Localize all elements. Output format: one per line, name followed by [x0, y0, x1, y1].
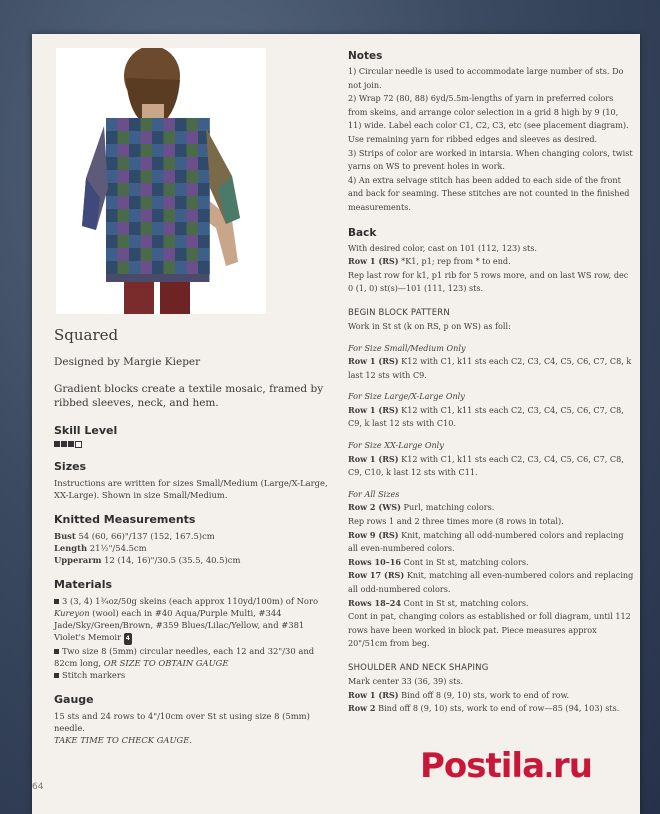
sweater-block	[106, 261, 118, 274]
sweater-block	[164, 222, 176, 235]
sweater-block	[106, 196, 118, 209]
sweater-block	[106, 144, 118, 157]
block-intro: Work in St st (k on RS, p on WS) as foll:	[348, 320, 511, 331]
back-rib: Rep last row for k1, p1 rib for 5 rows more, and on last WS row, dec 0 (1, 0) st(s)—101 (111, 123) sts.	[348, 269, 629, 294]
sweater-block	[175, 196, 187, 209]
skill-box-filled	[61, 441, 67, 447]
sweater-block	[129, 118, 141, 131]
pattern-description: Gradient blocks create a textile mosaic, framed by ribbed sleeves, neck, and hem.	[54, 383, 324, 409]
sweater-block	[175, 248, 187, 261]
sweater-block	[141, 222, 153, 235]
sweater-block	[198, 157, 210, 170]
row-2-rep: Rep rows 1 and 2 three times more (8 rows in total).	[348, 516, 564, 527]
sweater-block	[141, 131, 153, 144]
sweater-block	[164, 118, 176, 131]
sweater-block	[164, 248, 176, 261]
right-column	[348, 50, 634, 716]
skill-heading: Skill Level	[54, 424, 118, 437]
sweater-block	[141, 209, 153, 222]
bullet-icon	[54, 599, 59, 604]
skill-box-filled	[54, 441, 60, 447]
page-number: 64	[32, 782, 44, 792]
sweater-block	[175, 118, 187, 131]
sweater-block	[129, 209, 141, 222]
sweater-block	[129, 235, 141, 248]
sweater-block	[129, 222, 141, 235]
sweater-hem-rib	[106, 274, 210, 282]
sweater-block	[187, 144, 199, 157]
sweater-block	[106, 209, 118, 222]
sweater-block	[141, 183, 153, 196]
all-sizes-title: For All Sizes	[348, 488, 400, 499]
material-markers: Stitch markers	[54, 669, 336, 681]
sweater-block	[118, 131, 130, 144]
sweater-block	[175, 157, 187, 170]
sweater-block	[129, 157, 141, 170]
sweater-block	[118, 261, 130, 274]
sweater-block	[129, 170, 141, 183]
size-lxl-title: For Size Large/X-Large Only	[348, 391, 465, 402]
sweater-block	[118, 209, 130, 222]
sweater-block	[187, 261, 199, 274]
sweater-block	[187, 170, 199, 183]
sweater-block	[152, 131, 164, 144]
sweater-block	[118, 222, 130, 235]
sweater-block	[152, 170, 164, 183]
note-3: 3) Strips of color are worked in intarsia. When changing colors, twist yarns on WS to prevent holes in work.	[348, 147, 633, 172]
skill-section	[54, 424, 336, 448]
size-xxl-title: For Size XX-Large Only	[348, 440, 444, 451]
sweater-illustration	[56, 48, 266, 314]
sweater-block	[164, 209, 176, 222]
sweater-block	[141, 144, 153, 157]
shoulder-mark: Mark center 33 (36, 39) sts.	[348, 675, 464, 686]
sweater-block	[187, 222, 199, 235]
back-cast-on: With desired color, cast on 101 (112, 123) sts.	[348, 242, 538, 253]
sweater-block	[187, 131, 199, 144]
sizes-section	[54, 460, 336, 501]
sweater-block	[118, 118, 130, 131]
sweater-block	[164, 261, 176, 274]
sweater-block	[198, 235, 210, 248]
shoulder-heading: SHOULDER AND NECK SHAPING	[348, 662, 489, 673]
row-2: Row 2 (WS) Purl, matching colors.	[348, 502, 495, 513]
note-2: 2) Wrap 72 (80, 88) 6yd/5.5m-lengths of yarn in preferred colors from skeins, and arrange color selection in a grid 8 high by 9 (10, 11) wide. Label each color C1, C2, C3, etc (see placement diagram). Use remaining yarn for ribbed edges and sleeves as desired.	[348, 93, 629, 144]
sweater-block	[129, 183, 141, 196]
sweater-block	[175, 144, 187, 157]
sweater-block	[129, 131, 141, 144]
sweater-block	[118, 170, 130, 183]
sweater-block	[164, 131, 176, 144]
skill-box-filled	[68, 441, 74, 447]
sweater-block	[129, 196, 141, 209]
bullet-icon	[54, 673, 59, 678]
sweater-block	[118, 248, 130, 261]
sweater-block	[152, 118, 164, 131]
sweater-block	[175, 183, 187, 196]
sweater-block	[198, 248, 210, 261]
back-heading: Back	[348, 226, 377, 239]
rows-10-16: Rows 10–16 Cont in St st, matching colors.	[348, 556, 529, 567]
sweater-block	[187, 235, 199, 248]
sweater-block	[152, 209, 164, 222]
gauge-section	[54, 693, 336, 746]
sweater-block	[164, 235, 176, 248]
sweater-block	[141, 157, 153, 170]
gauge-text: 15 sts and 24 rows to 4"/10cm over St st using size 8 (5mm) needle.	[54, 711, 310, 733]
sweater-block	[187, 157, 199, 170]
sweater-block	[118, 196, 130, 209]
measurements-heading: Knitted Measurements	[54, 513, 196, 526]
left-column	[54, 326, 336, 758]
sweater-block	[198, 118, 210, 131]
sweater-block	[152, 235, 164, 248]
sweater-block	[106, 157, 118, 170]
shoulder-row-1: Row 1 (RS) Bind off 8 (9, 10) sts, work to end of row.	[348, 689, 570, 700]
sizes-heading: Sizes	[54, 460, 87, 473]
sweater-block	[175, 170, 187, 183]
sweater-block	[198, 196, 210, 209]
materials-heading: Materials	[54, 578, 113, 591]
designer-credit: Designed by Margie Kieper	[54, 356, 201, 368]
upperarm-line: Upperarm 12 (14, 16)"/30.5 (35.5, 40.5)cm	[54, 555, 241, 565]
sweater-photo	[56, 48, 266, 314]
pattern-title: Squared	[54, 326, 119, 344]
sweater-block	[118, 144, 130, 157]
note-4: 4) An extra selvage stitch has been added to each side of the front and back for seaming. These stitches are not counted in the finished measurements.	[348, 174, 630, 212]
sweater-block	[198, 222, 210, 235]
sweater-block	[175, 261, 187, 274]
sweater-block	[198, 209, 210, 222]
sweater-block	[164, 144, 176, 157]
sweater-block	[106, 222, 118, 235]
sweater-block	[175, 235, 187, 248]
measurements-section	[54, 513, 336, 566]
skill-level-indicator	[54, 441, 336, 448]
sweater-block	[129, 248, 141, 261]
yarn-weight-badge-icon: 4	[124, 633, 132, 645]
material-yarn: 3 (3, 4) 1¾oz/50g skeins (each approx 110yd/100m) of Noro Kureyon (wool) each in #40 Aqua/Purple Multi, #344 Jade/Sky/Green/Brown, #359 Blues/Lilac/Yellow, and #381 Violet's Memoir 4	[54, 595, 336, 645]
block-pattern-heading: BEGIN BLOCK PATTERN	[348, 307, 450, 318]
sweater-block	[187, 118, 199, 131]
sizes-text: Instructions are written for sizes Small/Medium (Large/X-Large, XX-Large). Shown in size Small/Medium.	[54, 478, 328, 500]
sweater-block	[152, 261, 164, 274]
sweater-block	[164, 170, 176, 183]
sweater-block	[141, 118, 153, 131]
block-continue: Cont in pat, changing colors as established or foll diagram, until 112 rows have been worked in block pat. Piece measures approx 20"/51cm from beg.	[348, 611, 631, 649]
bullet-icon	[54, 649, 59, 654]
length-line: Length 21½"/54.5cm	[54, 543, 147, 553]
back-row-1: Row 1 (RS) *K1, p1; rep from * to end.	[348, 256, 511, 267]
sweater-block	[175, 209, 187, 222]
size-sm-row: Row 1 (RS) K12 with C1, k11 sts each C2, C3, C4, C5, C6, C7, C8, k last 12 sts with C9.	[348, 356, 632, 380]
sweater-block	[187, 209, 199, 222]
material-needles: Two size 8 (5mm) circular needles, each 12 and 32"/30 and 82cm long, OR SIZE TO OBTAIN GAUGE	[54, 646, 315, 668]
gauge-warning: TAKE TIME TO CHECK GAUGE.	[54, 735, 192, 745]
sweater-block	[141, 248, 153, 261]
sweater-block	[118, 157, 130, 170]
bust-line: Bust 54 (60, 66)"/137 (152, 167.5)cm	[54, 531, 215, 541]
sweater-block	[175, 131, 187, 144]
size-lxl-row: Row 1 (RS) K12 with C1, k11 sts each C2, C3, C4, C5, C6, C7, C8, C9, k last 12 sts with C10.	[348, 404, 624, 429]
sweater-block	[106, 131, 118, 144]
magazine-page	[32, 34, 640, 814]
materials-section	[54, 578, 336, 681]
sweater-block	[198, 170, 210, 183]
row-17: Row 17 (RS) Knit, matching all even-numbered colors and replacing all odd-numbered colors.	[348, 570, 634, 594]
sweater-block	[129, 261, 141, 274]
sweater-block	[106, 235, 118, 248]
sweater-block	[129, 144, 141, 157]
sweater-block	[106, 248, 118, 261]
size-sm-title: For Size Small/Medium Only	[348, 342, 466, 353]
sweater-block	[106, 170, 118, 183]
watermark-logo: Postila.ru	[420, 746, 592, 786]
sweater-block	[187, 196, 199, 209]
sweater-block	[152, 248, 164, 261]
sweater-block	[141, 261, 153, 274]
sweater-block	[118, 183, 130, 196]
sweater-block	[198, 183, 210, 196]
sweater-block	[187, 248, 199, 261]
sweater-block	[164, 183, 176, 196]
sweater-block	[187, 183, 199, 196]
sweater-block	[118, 235, 130, 248]
gauge-heading: Gauge	[54, 693, 94, 706]
notes-heading: Notes	[348, 50, 383, 62]
sweater-block	[152, 222, 164, 235]
sweater-block	[152, 183, 164, 196]
note-1: 1) Circular needle is used to accommodate large number of sts. Do not join.	[348, 66, 624, 90]
shoulder-row-2: Row 2 Bind off 8 (9, 10) sts, work to end of row—85 (94, 103) sts.	[348, 703, 620, 714]
sweater-block	[152, 144, 164, 157]
sweater-block	[164, 157, 176, 170]
skill-box-empty	[75, 441, 82, 448]
sweater-block	[141, 196, 153, 209]
size-xxl-row: Row 1 (RS) K12 with C1, k11 sts each C2, C3, C4, C5, C6, C7, C8, C9, C10, k last 12 sts with C11.	[348, 453, 624, 478]
rows-18-24: Rows 18–24 Cont in St st, matching colors.	[348, 597, 529, 608]
row-9: Row 9 (RS) Knit, matching all odd-numbered colors and replacing all even-numbered colors.	[348, 529, 624, 554]
sweater-block	[164, 196, 176, 209]
sweater-block	[175, 222, 187, 235]
sweater-block	[141, 170, 153, 183]
sweater-block	[152, 196, 164, 209]
sweater-block	[152, 157, 164, 170]
sweater-block	[141, 235, 153, 248]
sweater-block	[198, 261, 210, 274]
sweater-block	[106, 118, 118, 131]
